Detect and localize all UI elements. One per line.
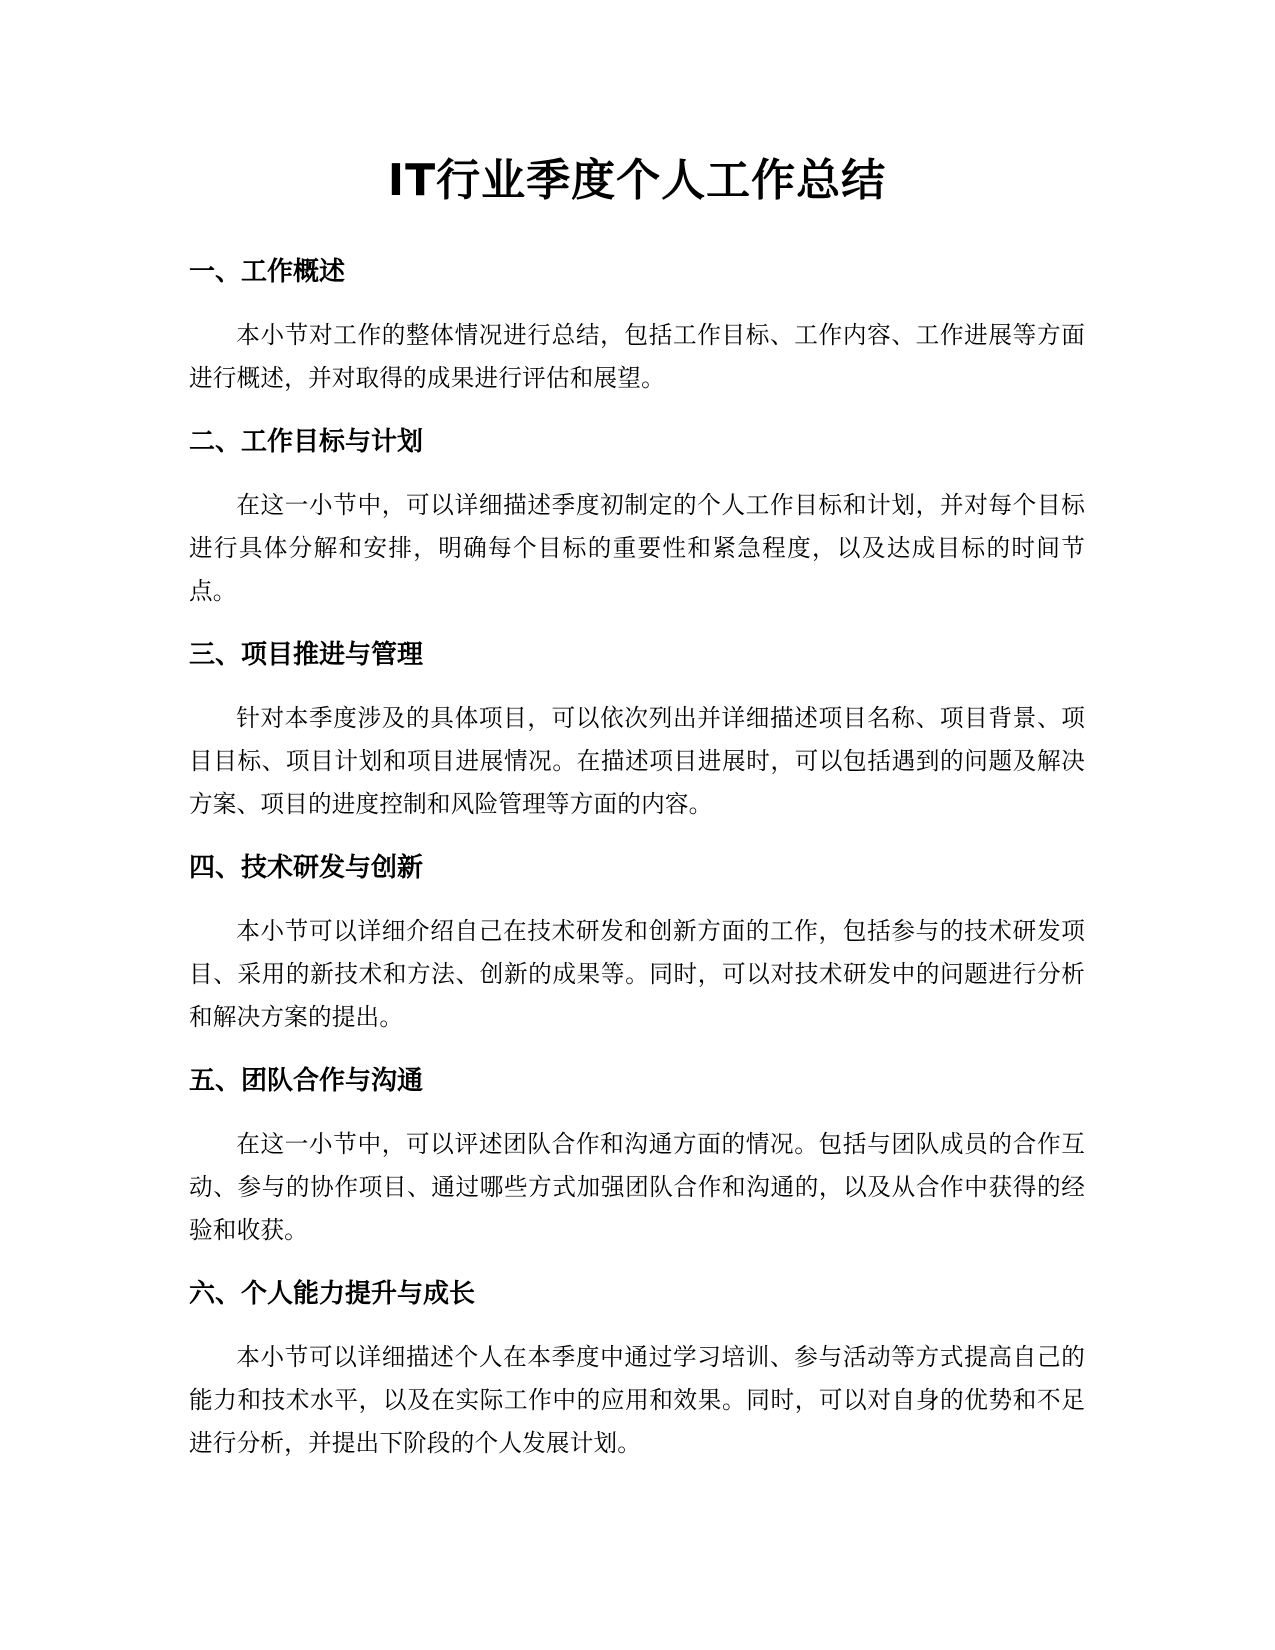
- section-heading: 四、技术研发与创新: [189, 853, 424, 883]
- section-paragraph: 在这一小节中，可以详细描述季度初制定的个人工作目标和计划，并对每个目标进行具体分解和安排，明确每个目标的重要性和紧急程度，以及达成目标的时间节点。: [189, 491, 1085, 605]
- section-rnd-innovation: [189, 848, 1085, 1039]
- section-paragraph: 针对本季度涉及的具体项目，可以依次列出并详细描述项目名称、项目背景、项目目标、项目计划和项目进展情况。在描述项目进展时，可以包括遇到的问题及解决方案、项目的进度控制和风险管理等方面的内容。: [189, 704, 1085, 818]
- section-project-management: [189, 635, 1085, 826]
- section-paragraph: 本小节对工作的整体情况进行总结，包括工作目标、工作内容、工作进展等方面进行概述，并对取得的成果进行评估和展望。: [189, 321, 1085, 392]
- section-paragraph: 本小节可以详细描述个人在本季度中通过学习培训、参与活动等方式提高自己的能力和技术水平，以及在实际工作中的应用和效果。同时，可以对自身的优势和不足进行分析，并提出下阶段的个人发展计划。: [189, 1343, 1085, 1457]
- section-paragraph: 本小节可以详细介绍自己在技术研发和创新方面的工作，包括参与的技术研发项目、采用的新技术和方法、创新的成果等。同时，可以对技术研发中的问题进行分析和解决方案的提出。: [189, 917, 1085, 1031]
- section-paragraph: 在这一小节中，可以评述团队合作和沟通方面的情况。包括与团队成员的合作互动、参与的协作项目、通过哪些方式加强团队合作和沟通的，以及从合作中获得的经验和收获。: [189, 1130, 1085, 1244]
- section-heading: 六、个人能力提升与成长: [189, 1279, 476, 1309]
- document-title: IT行业季度个人工作总结: [387, 155, 887, 206]
- section-teamwork-communication: [189, 1061, 1085, 1252]
- section-work-overview: [189, 252, 1085, 400]
- section-heading: 五、团队合作与沟通: [189, 1066, 424, 1096]
- section-heading: 三、项目推进与管理: [189, 640, 424, 670]
- section-goals-and-plans: [189, 422, 1085, 613]
- section-heading: 一、工作概述: [189, 257, 346, 287]
- section-heading: 二、工作目标与计划: [189, 427, 424, 457]
- section-personal-growth: [189, 1274, 1085, 1465]
